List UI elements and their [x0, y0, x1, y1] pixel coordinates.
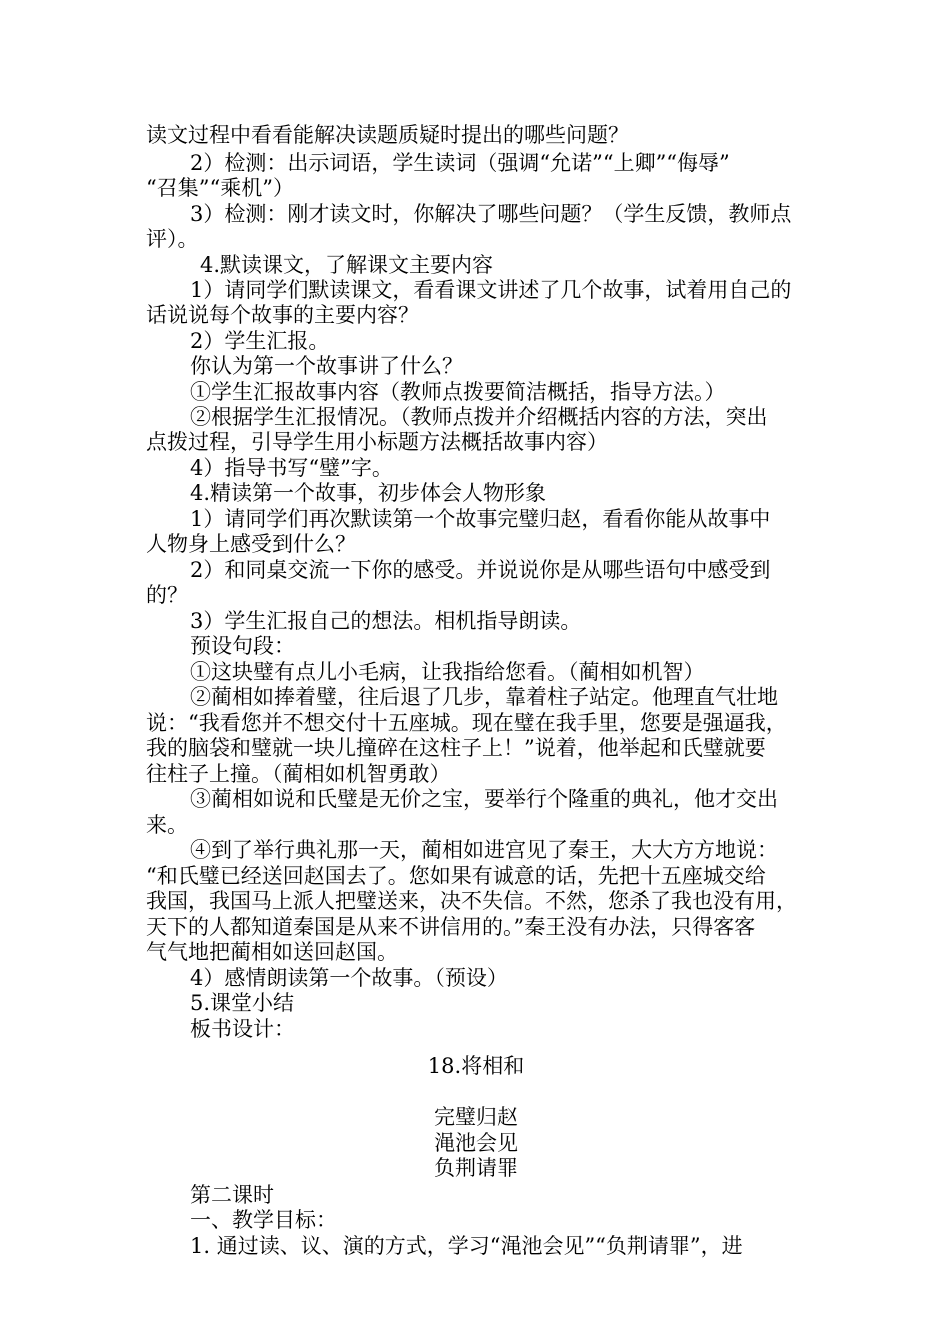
text-line: 说：“我看您并不想交付十五座城。现在璧在我手里，您要是强逼我， [146, 711, 787, 735]
text-line: 我国，我国马上派人把璧送来，决不失信。不然，您杀了我也没有用， [146, 889, 797, 913]
text-line: 板书设计： [190, 1017, 295, 1041]
text-line: 1）请同学们再次默读第一个故事完璧归赵，看看你能从故事中 [190, 507, 771, 531]
board-item: 完璧归赵 [434, 1105, 518, 1129]
section-heading: 第二课时 [190, 1183, 274, 1207]
text-line: 2）学生汇报。 [190, 329, 330, 353]
text-line: 气气地把蔺相如送回赵国。 [146, 940, 398, 964]
text-line: 读文过程中看看能解决读题质疑时提出的哪些问题？ [146, 123, 629, 147]
text-line: “召集”“乘机”） [146, 176, 294, 200]
text-line: 往柱子上撞。（蔺相如机智勇敢） [146, 762, 451, 786]
text-line: ②根据学生汇报情况。（教师点拨并介绍概括内容的方法，突出 [190, 405, 768, 429]
text-line: 3）学生汇报自己的想法。相机指导朗读。 [190, 609, 582, 633]
text-line: ①学生汇报故事内容（教师点拨要简洁概括，指导方法。） [190, 380, 726, 404]
text-line: ①这块璧有点儿小毛病，让我指给您看。（蔺相如机智） [190, 660, 705, 684]
text-line: 2）和同桌交流一下你的感受。并说说你是从哪些语句中感受到 [190, 558, 771, 582]
text-line: ③蔺相如说和氏璧是无价之宝，要举行个隆重的典礼，他才交出 [190, 787, 778, 811]
text-line: 人物身上感受到什么？ [146, 532, 356, 556]
text-line: 2）检测：出示词语，学生读词（强调“允诺”“上卿”“侮辱” [190, 151, 730, 175]
board-item: 负荆请罪 [434, 1156, 518, 1180]
text-line: 天下的人都知道秦国是从来不讲信用的。”秦王没有办法，只得客客 [146, 915, 756, 939]
section-heading: 4.默读课文，了解课文主要内容 [200, 253, 494, 277]
section-heading: 5.课堂小结 [190, 991, 295, 1015]
board-title: 18.将相和 [427, 1054, 525, 1078]
text-line: 的？ [146, 583, 188, 607]
section-heading: 4.精读第一个故事，初步体会人物形象 [190, 481, 547, 505]
text-line: 4）感情朗读第一个故事。（预设） [190, 966, 508, 990]
text-line: 4）指导书写“璧”字。 [190, 456, 393, 480]
text-line: 预设句段： [190, 634, 295, 658]
text-line: 我的脑袋和璧就一块儿撞碎在这柱子上！”说着，他举起和氏璧就要 [146, 736, 766, 760]
text-line: 话说说每个故事的主要内容？ [146, 303, 419, 327]
board-item: 渑池会见 [434, 1131, 518, 1155]
section-heading: 一、教学目标： [190, 1208, 337, 1232]
text-line: 1）请同学们默读课文，看看课文讲述了几个故事，试着用自己的 [190, 278, 792, 302]
text-line: 来。 [146, 813, 188, 837]
text-line: 1. 通过读、议、演的方式，学习“渑池会见”“负荆请罪”，进 [190, 1234, 743, 1258]
text-line: 评）。 [146, 227, 199, 251]
text-line: 点拨过程，引导学生用小标题方法概括故事内容） [146, 430, 608, 454]
text-line: 你认为第一个故事讲了什么？ [190, 354, 463, 378]
text-line: “和氏璧已经送回赵国去了。您如果有诚意的话，先把十五座城交给 [146, 864, 766, 888]
text-line: 3）检测：刚才读文时，你解决了哪些问题？（学生反馈，教师点 [190, 202, 792, 226]
text-line: ④到了举行典礼那一天，蔺相如进宫见了秦王，大大方方地说： [190, 838, 778, 862]
text-line: ②蔺相如捧着璧，往后退了几步，靠着柱子站定。他理直气壮地 [190, 685, 778, 709]
